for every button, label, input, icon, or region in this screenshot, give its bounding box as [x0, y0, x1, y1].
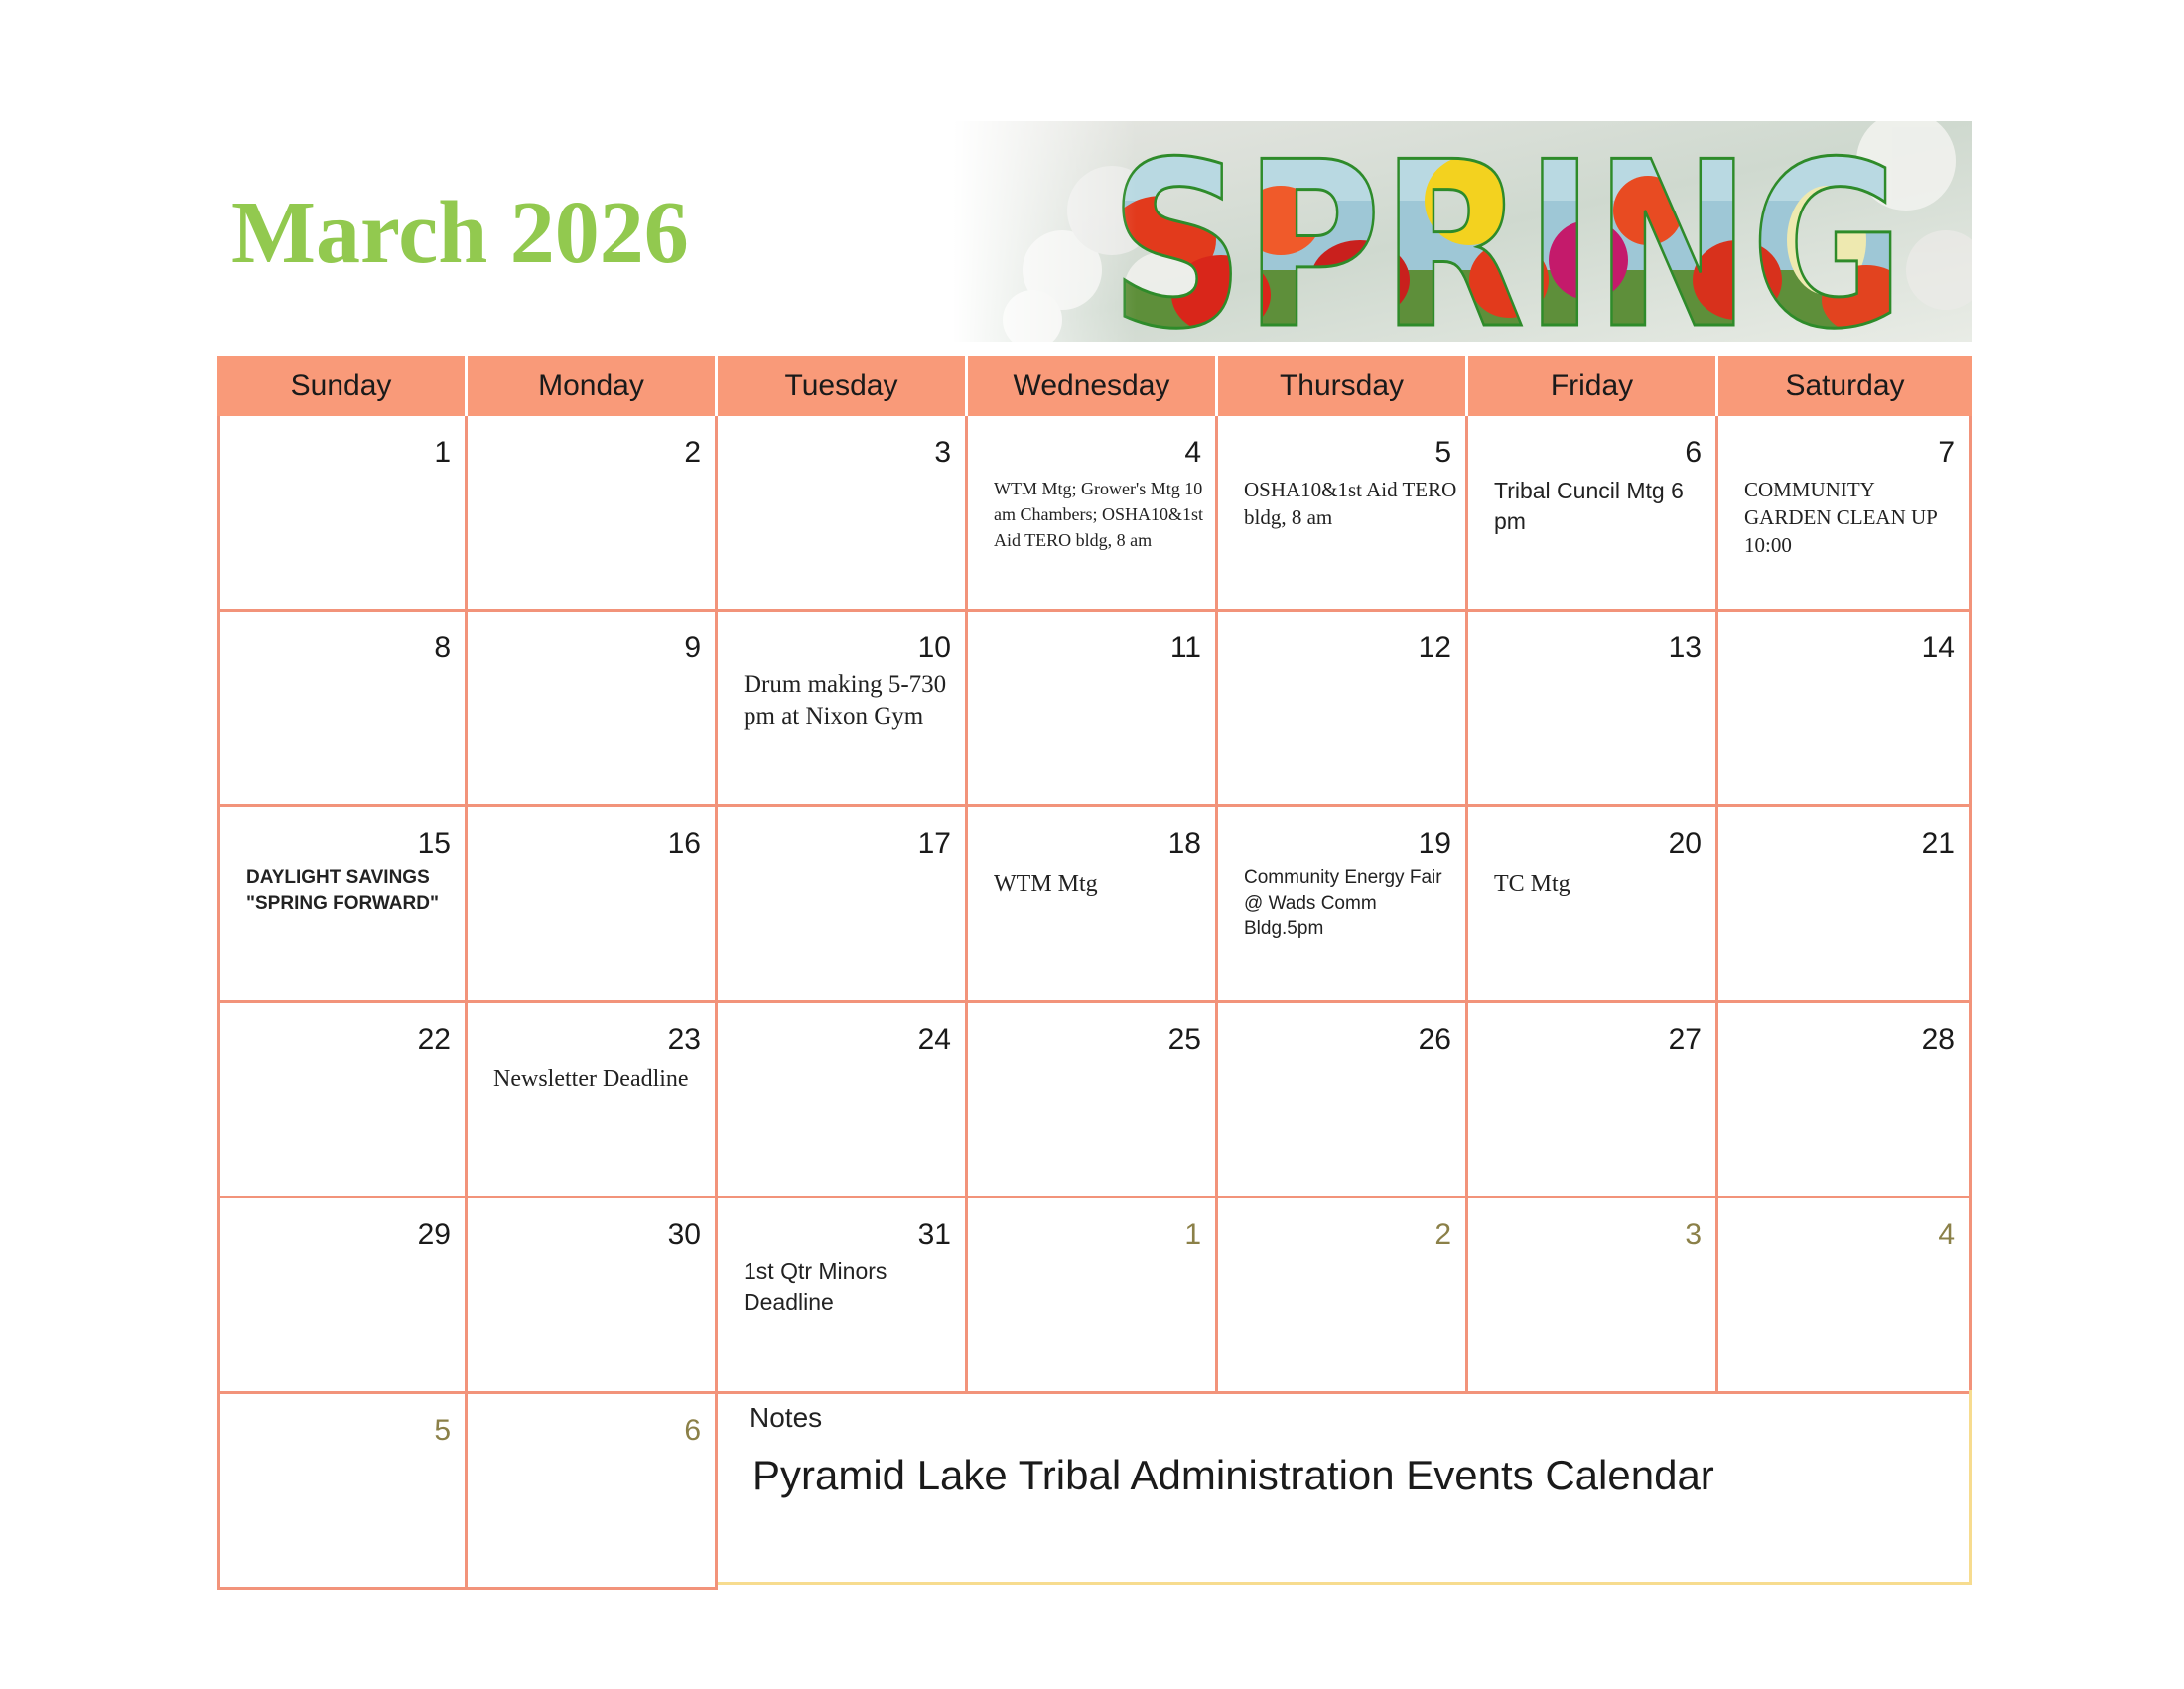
day-cell[interactable]: [1218, 807, 1468, 1003]
day-cell[interactable]: [1468, 1198, 1718, 1394]
day-cell[interactable]: [1218, 1198, 1468, 1394]
day-cell[interactable]: [1218, 1003, 1468, 1198]
day-cell[interactable]: [1718, 1003, 1972, 1198]
day-cell[interactable]: [217, 1394, 468, 1590]
day-number: 28: [1921, 1023, 1955, 1056]
day-cell[interactable]: [1468, 807, 1718, 1003]
day-cell[interactable]: [1718, 807, 1972, 1003]
day-cell[interactable]: [968, 612, 1218, 807]
event-text: WTM Mtg; Grower's Mtg 10 am Chambers; OSHA10&1st Aid TERO bldg, 8 am: [994, 479, 1203, 550]
day-cell[interactable]: [468, 1003, 718, 1198]
week-row: [217, 416, 1972, 612]
day-cell[interactable]: [1718, 612, 1972, 807]
spring-banner: [953, 121, 1972, 342]
day-number: 6: [1685, 436, 1702, 469]
weekday-header-sunday: Sunday: [217, 356, 468, 416]
notes-area: [718, 1390, 1972, 1585]
event-text: OSHA10&1st Aid TERO bldg, 8 am: [1244, 478, 1457, 529]
weekday-header-row: [217, 356, 1972, 416]
day-cell[interactable]: [1218, 612, 1468, 807]
day-cell[interactable]: [1718, 416, 1972, 612]
day-cell[interactable]: [468, 1198, 718, 1394]
day-number: 16: [667, 827, 701, 860]
day-cell[interactable]: [468, 612, 718, 807]
event-text: WTM Mtg: [994, 871, 1098, 897]
notes-label: Notes: [750, 1402, 823, 1433]
day-cell[interactable]: [968, 807, 1218, 1003]
day-number: 21: [1921, 827, 1955, 860]
calendar-title: March 2026: [231, 184, 689, 282]
day-number: 9: [684, 632, 701, 664]
day-number: 13: [1668, 632, 1702, 664]
week-row: [217, 807, 1972, 1003]
day-number: 20: [1668, 827, 1702, 860]
event-text: Drum making 5-730 pm at Nixon Gym: [744, 671, 947, 730]
day-number: 3: [934, 436, 951, 469]
day-cell[interactable]: [968, 1198, 1218, 1394]
day-number: 26: [1418, 1023, 1451, 1056]
day-number: 15: [417, 827, 451, 860]
weekday-header-monday: Monday: [468, 356, 718, 416]
day-cell[interactable]: [718, 1003, 968, 1198]
day-number: 6: [684, 1414, 701, 1447]
day-cell[interactable]: [1468, 612, 1718, 807]
day-number: 31: [917, 1218, 951, 1251]
day-cell[interactable]: [1468, 1003, 1718, 1198]
day-cell[interactable]: [217, 1198, 468, 1394]
event-text: 1st Qtr Minors Deadline: [744, 1258, 887, 1315]
day-number: 1: [434, 436, 451, 469]
day-cell[interactable]: [1718, 1198, 1972, 1394]
day-number: 4: [1938, 1218, 1955, 1251]
day-number: 7: [1938, 436, 1955, 469]
day-number: 1: [1184, 1218, 1201, 1251]
day-number: 22: [417, 1023, 451, 1056]
event-text: DAYLIGHT SAVINGS "SPRING FORWARD": [246, 867, 439, 914]
day-number: 23: [667, 1023, 701, 1056]
day-number: 30: [667, 1218, 701, 1251]
day-number: 24: [917, 1023, 951, 1056]
event-text: Tribal Cuncil Mtg 6 pm: [1494, 478, 1684, 534]
event-text: COMMUNITY GARDEN CLEAN UP 10:00: [1744, 478, 1938, 557]
day-number: 8: [434, 632, 451, 664]
weekday-header-thursday: Thursday: [1218, 356, 1468, 416]
day-cell[interactable]: [217, 416, 468, 612]
weekday-header-tuesday: Tuesday: [718, 356, 968, 416]
day-number: 10: [917, 632, 951, 664]
day-number: 12: [1418, 632, 1451, 664]
day-cell[interactable]: [718, 416, 968, 612]
day-number: 14: [1921, 632, 1955, 664]
notes-text: Pyramid Lake Tribal Administration Events Calendar: [752, 1452, 1714, 1498]
day-cell[interactable]: [217, 612, 468, 807]
day-cell[interactable]: [718, 612, 968, 807]
day-cell[interactable]: [468, 807, 718, 1003]
day-number: 2: [684, 436, 701, 469]
day-cell[interactable]: [718, 1198, 968, 1394]
day-cell[interactable]: [217, 807, 468, 1003]
weekday-header-wednesday: Wednesday: [968, 356, 1218, 416]
day-cell[interactable]: [468, 416, 718, 612]
day-cell[interactable]: [217, 1003, 468, 1198]
day-cell[interactable]: [718, 807, 968, 1003]
day-cell[interactable]: [1218, 416, 1468, 612]
day-cell[interactable]: [468, 1394, 718, 1590]
day-number: 27: [1668, 1023, 1702, 1056]
weekday-header-saturday: Saturday: [1785, 369, 1905, 402]
day-number: 5: [1434, 436, 1451, 469]
week-row: [217, 612, 1972, 807]
day-number: 5: [434, 1414, 451, 1447]
day-number: 11: [1169, 632, 1201, 664]
day-number: 2: [1434, 1218, 1451, 1251]
day-cell[interactable]: [1468, 416, 1718, 612]
weekday-header-friday: Friday: [1468, 356, 1718, 416]
day-number: 4: [1184, 436, 1201, 469]
day-cell[interactable]: [968, 1003, 1218, 1198]
day-number: 17: [917, 827, 951, 860]
day-number: 25: [1167, 1023, 1201, 1056]
event-text: Newsletter Deadline: [493, 1066, 689, 1092]
week-row: [217, 1198, 1972, 1394]
day-number: 19: [1418, 827, 1451, 860]
spring-flowers-image: [953, 121, 1972, 342]
event-text: Community Energy Fair @ Wads Comm Bldg.5pm: [1244, 867, 1442, 939]
event-text: TC Mtg: [1494, 871, 1570, 897]
week-row: [217, 1003, 1972, 1198]
day-number: 18: [1167, 827, 1201, 860]
day-number: 3: [1685, 1218, 1702, 1251]
day-cell[interactable]: [968, 416, 1218, 612]
day-number: 29: [417, 1218, 451, 1251]
